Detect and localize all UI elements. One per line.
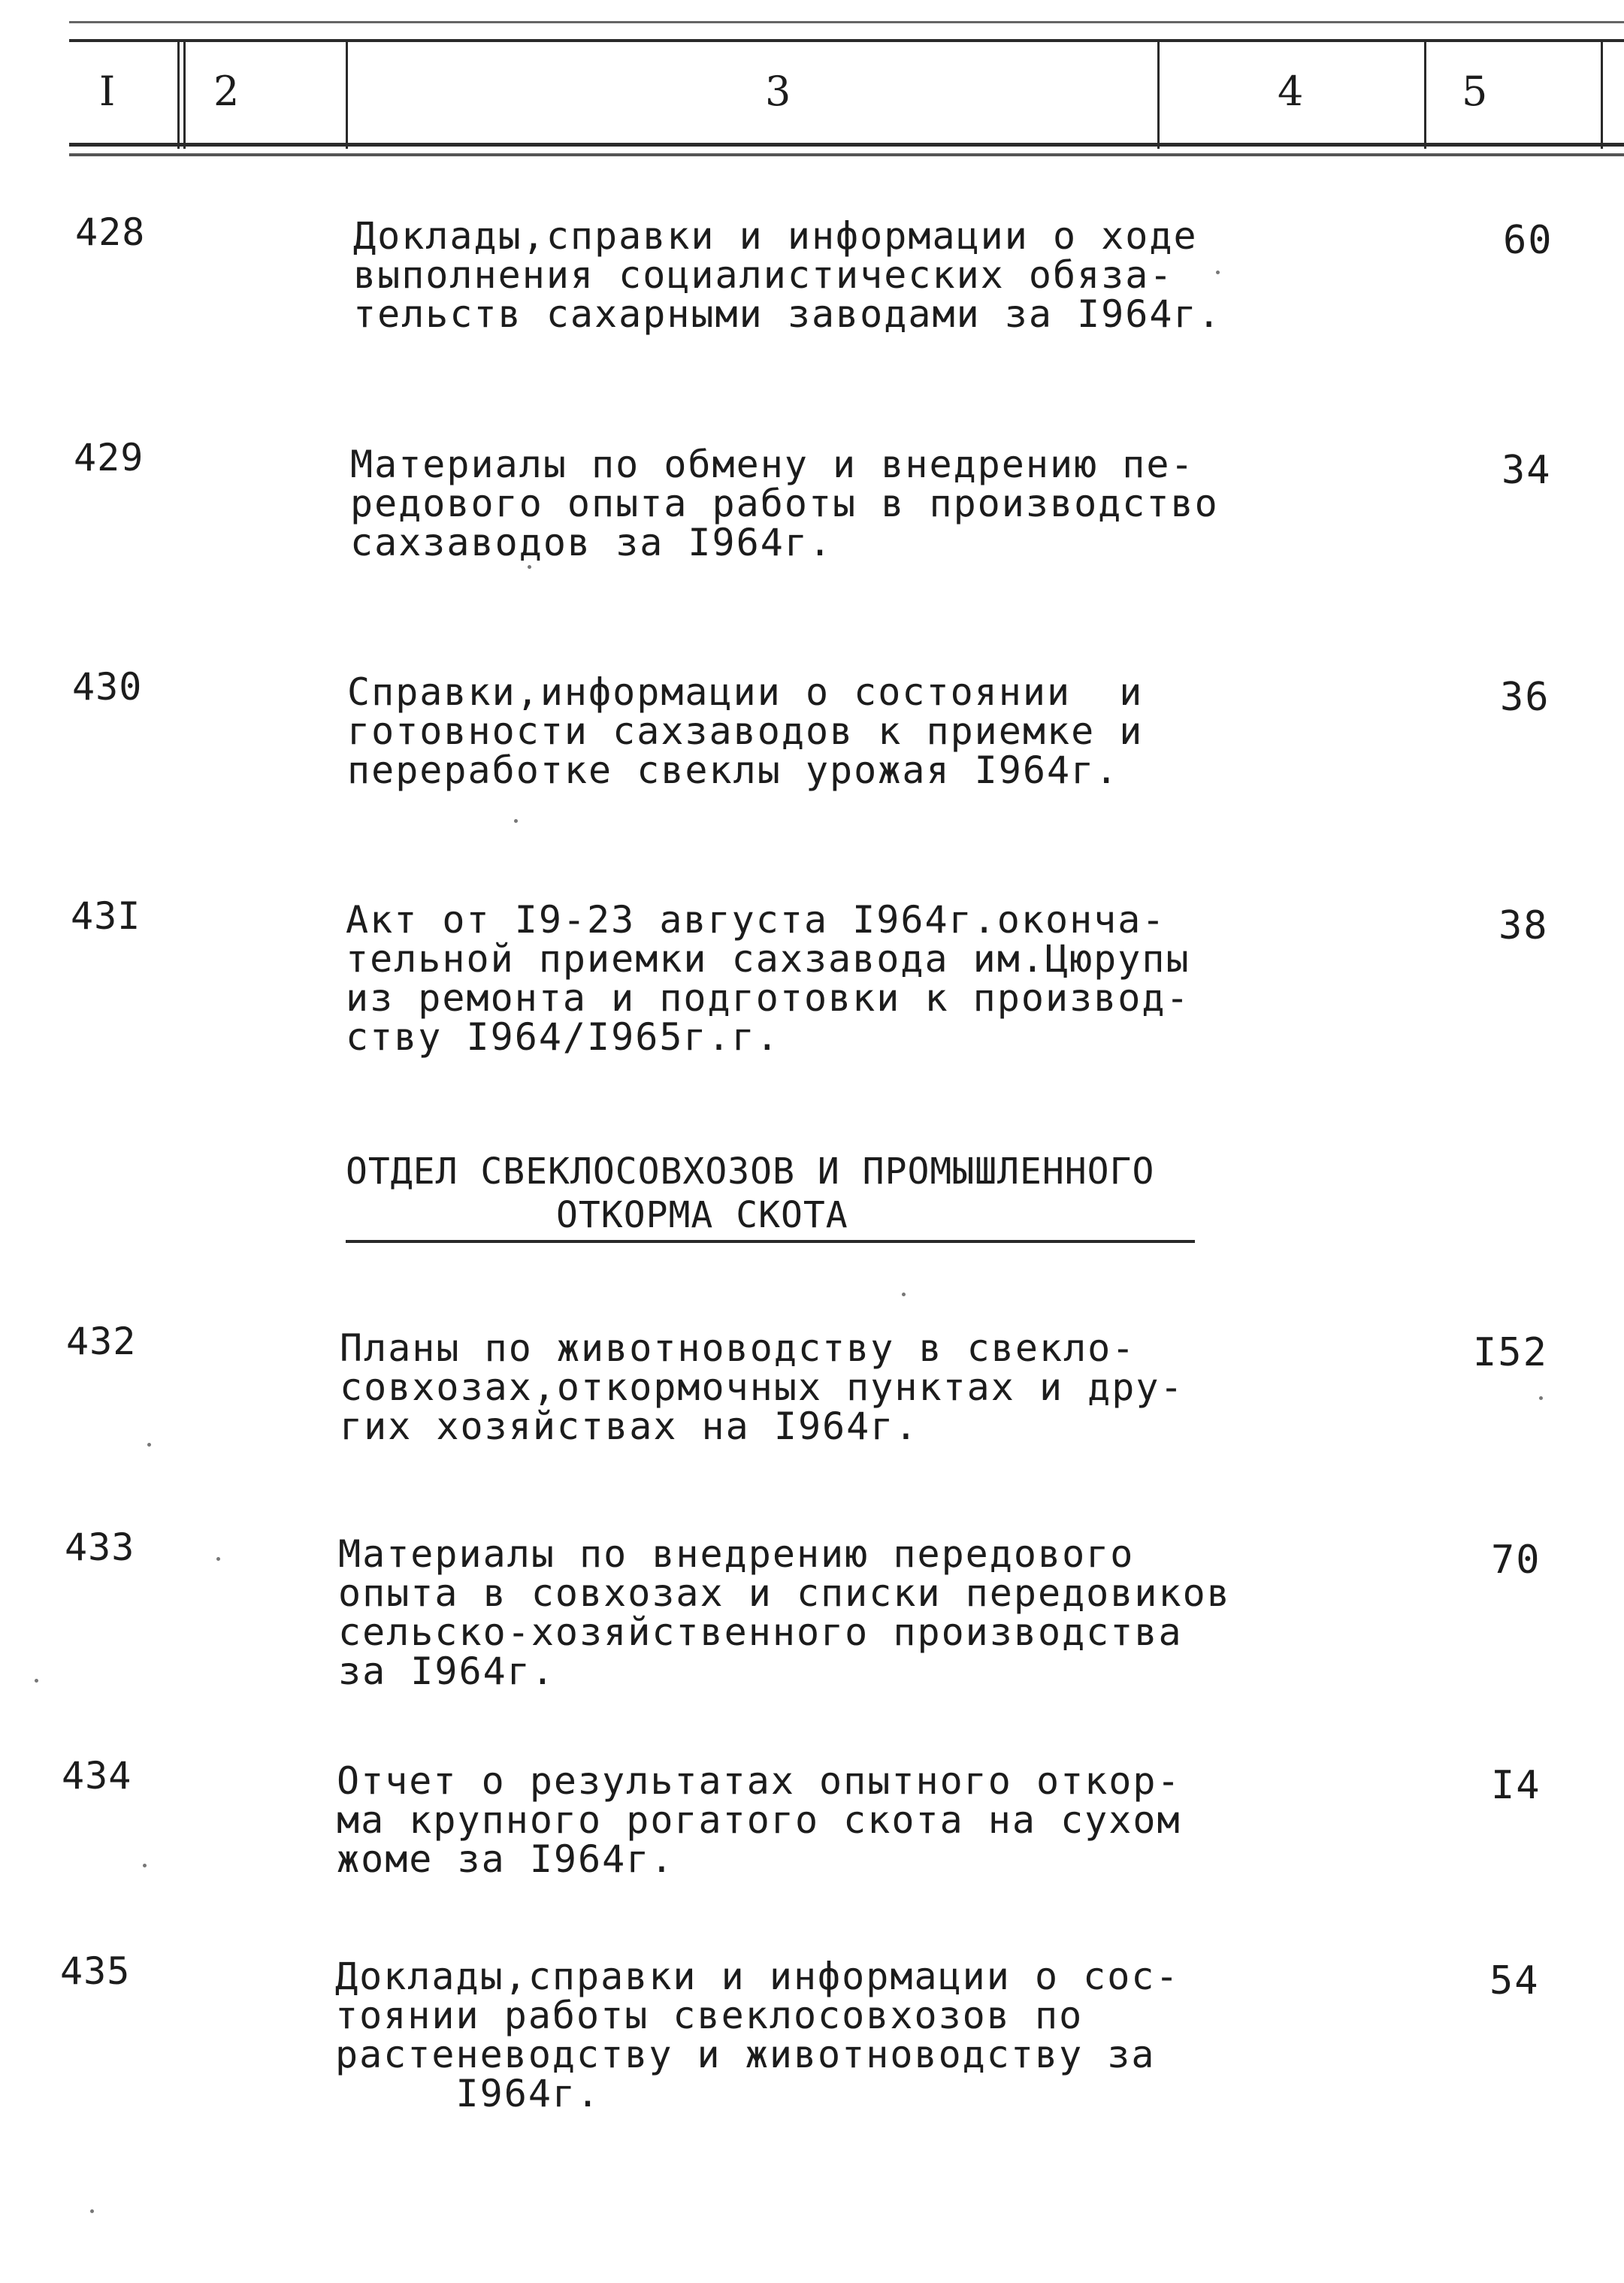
item-number: 433 [65,1526,135,1569]
item-title-line: тоянии работы свеклосовхозов по [335,1994,1084,2037]
scan-speck [1539,1396,1543,1400]
item-title [337,1761,1181,1879]
item-title-line: Материалы по внедрению передового [338,1532,1135,1576]
item-title-line: ству I964/I965г.г. [346,1015,780,1059]
section-heading-line-2: ОТКОРМА СКОТА [556,1194,848,1236]
item-page-count: I4 [1491,1763,1541,1808]
item-title-line: Справки,информации о состоянии и [347,670,1144,714]
section-heading-line-1: ОТДЕЛ СВЕКЛОСОВХОЗОВ И ПРОМЫШЛЕННОГО [346,1151,1155,1193]
header-bottom-double-rule [69,153,1624,156]
item-page-count: I52 [1473,1330,1548,1375]
item-page-count: 60 [1503,218,1553,263]
scan-speck [147,1443,151,1447]
item-title [335,1957,1180,2113]
item-page-count: 70 [1491,1538,1541,1583]
header-bottom-rule [69,143,1624,147]
item-title [346,900,1190,1057]
column-header-2: 2 [213,68,240,115]
column-header-5: 5 [1462,68,1488,115]
item-title-line: Планы по животноводству в свекло- [340,1326,1136,1370]
scan-speck [528,565,531,569]
column-separator-1 [177,39,180,149]
item-title-line: I964г. [335,2072,601,2115]
column-separator-2 [346,39,348,149]
column-header-3: 3 [765,68,791,115]
item-page-count: 36 [1500,675,1550,720]
item-number: 428 [75,210,146,254]
item-title-line: сахзаводов за I964г. [350,521,833,564]
item-number: 432 [66,1320,137,1363]
item-title-line: сельско-хозяйственного производства [338,1610,1183,1654]
scan-speck [902,1293,906,1296]
item-title [347,670,1144,792]
item-title-line: Акт от I9-23 августа I964г.оконча- [346,898,1166,942]
scan-speck [1216,271,1220,274]
item-title [353,216,1222,334]
scan-speck [514,819,518,823]
item-number: 43I [71,894,141,938]
item-number: 434 [62,1754,132,1798]
item-title-line: Материалы по обмену и внедрению пе- [350,443,1195,486]
item-title-line: Доклады,справки и информации о ходе [353,214,1198,258]
header-top-rule [69,39,1624,42]
item-title-line: опыта в совхозах и списки передовиков [338,1571,1231,1615]
scan-speck [143,1864,147,1867]
item-title [338,1532,1231,1693]
column-separator-4 [1424,39,1426,149]
item-title-line: переработке свеклы урожая I964г. [347,748,1120,792]
item-title-line: жоме за I964г. [337,1837,675,1881]
item-title-line: гих хозяйствах на I964г. [340,1405,919,1448]
column-header-4: 4 [1278,68,1304,115]
item-title-line: тельств сахарными заводами за I964г. [353,292,1222,336]
column-header-1: I [99,68,116,115]
item-title-line: тельной приемки сахзавода им.Цюрупы [346,937,1190,981]
item-title-line: Доклады,справки и информации о сос- [335,1955,1180,1998]
scan-speck [90,2209,94,2213]
item-number: 429 [74,436,144,479]
item-number: 435 [60,1949,131,1993]
column-separator-1b [183,39,186,149]
section-heading-underline [346,1240,1195,1243]
item-page-count: 54 [1489,1958,1540,2003]
item-page-count: 34 [1502,448,1552,493]
item-title-line: готовности сахзаводов к приемке и [347,709,1144,753]
item-title-line: за I964г. [338,1650,555,1693]
item-title-line: выполнения социалистических обяза- [353,253,1174,297]
item-title [340,1326,1184,1448]
item-title-line: редового опыта работы в производство [350,482,1219,525]
column-separator-5 [1601,39,1603,149]
header-top-thin-rule [69,21,1624,23]
section-heading [346,1150,1154,1237]
item-title-line: Отчет о результатах опытного откор- [337,1759,1181,1803]
item-number: 430 [72,665,143,709]
item-title-line: ма крупного рогатого скота на сухом [337,1798,1181,1842]
scan-speck [35,1679,38,1683]
scan-speck [216,1557,220,1561]
column-separator-3 [1157,39,1160,149]
item-page-count: 38 [1498,903,1549,948]
item-title-line: растеневодству и животноводству за [335,2033,1156,2076]
item-title-line: из ремонта и подготовки к производ- [346,976,1190,1020]
item-title-line: совхозах,откормочных пунктах и дру- [340,1365,1184,1409]
item-title [350,445,1219,562]
